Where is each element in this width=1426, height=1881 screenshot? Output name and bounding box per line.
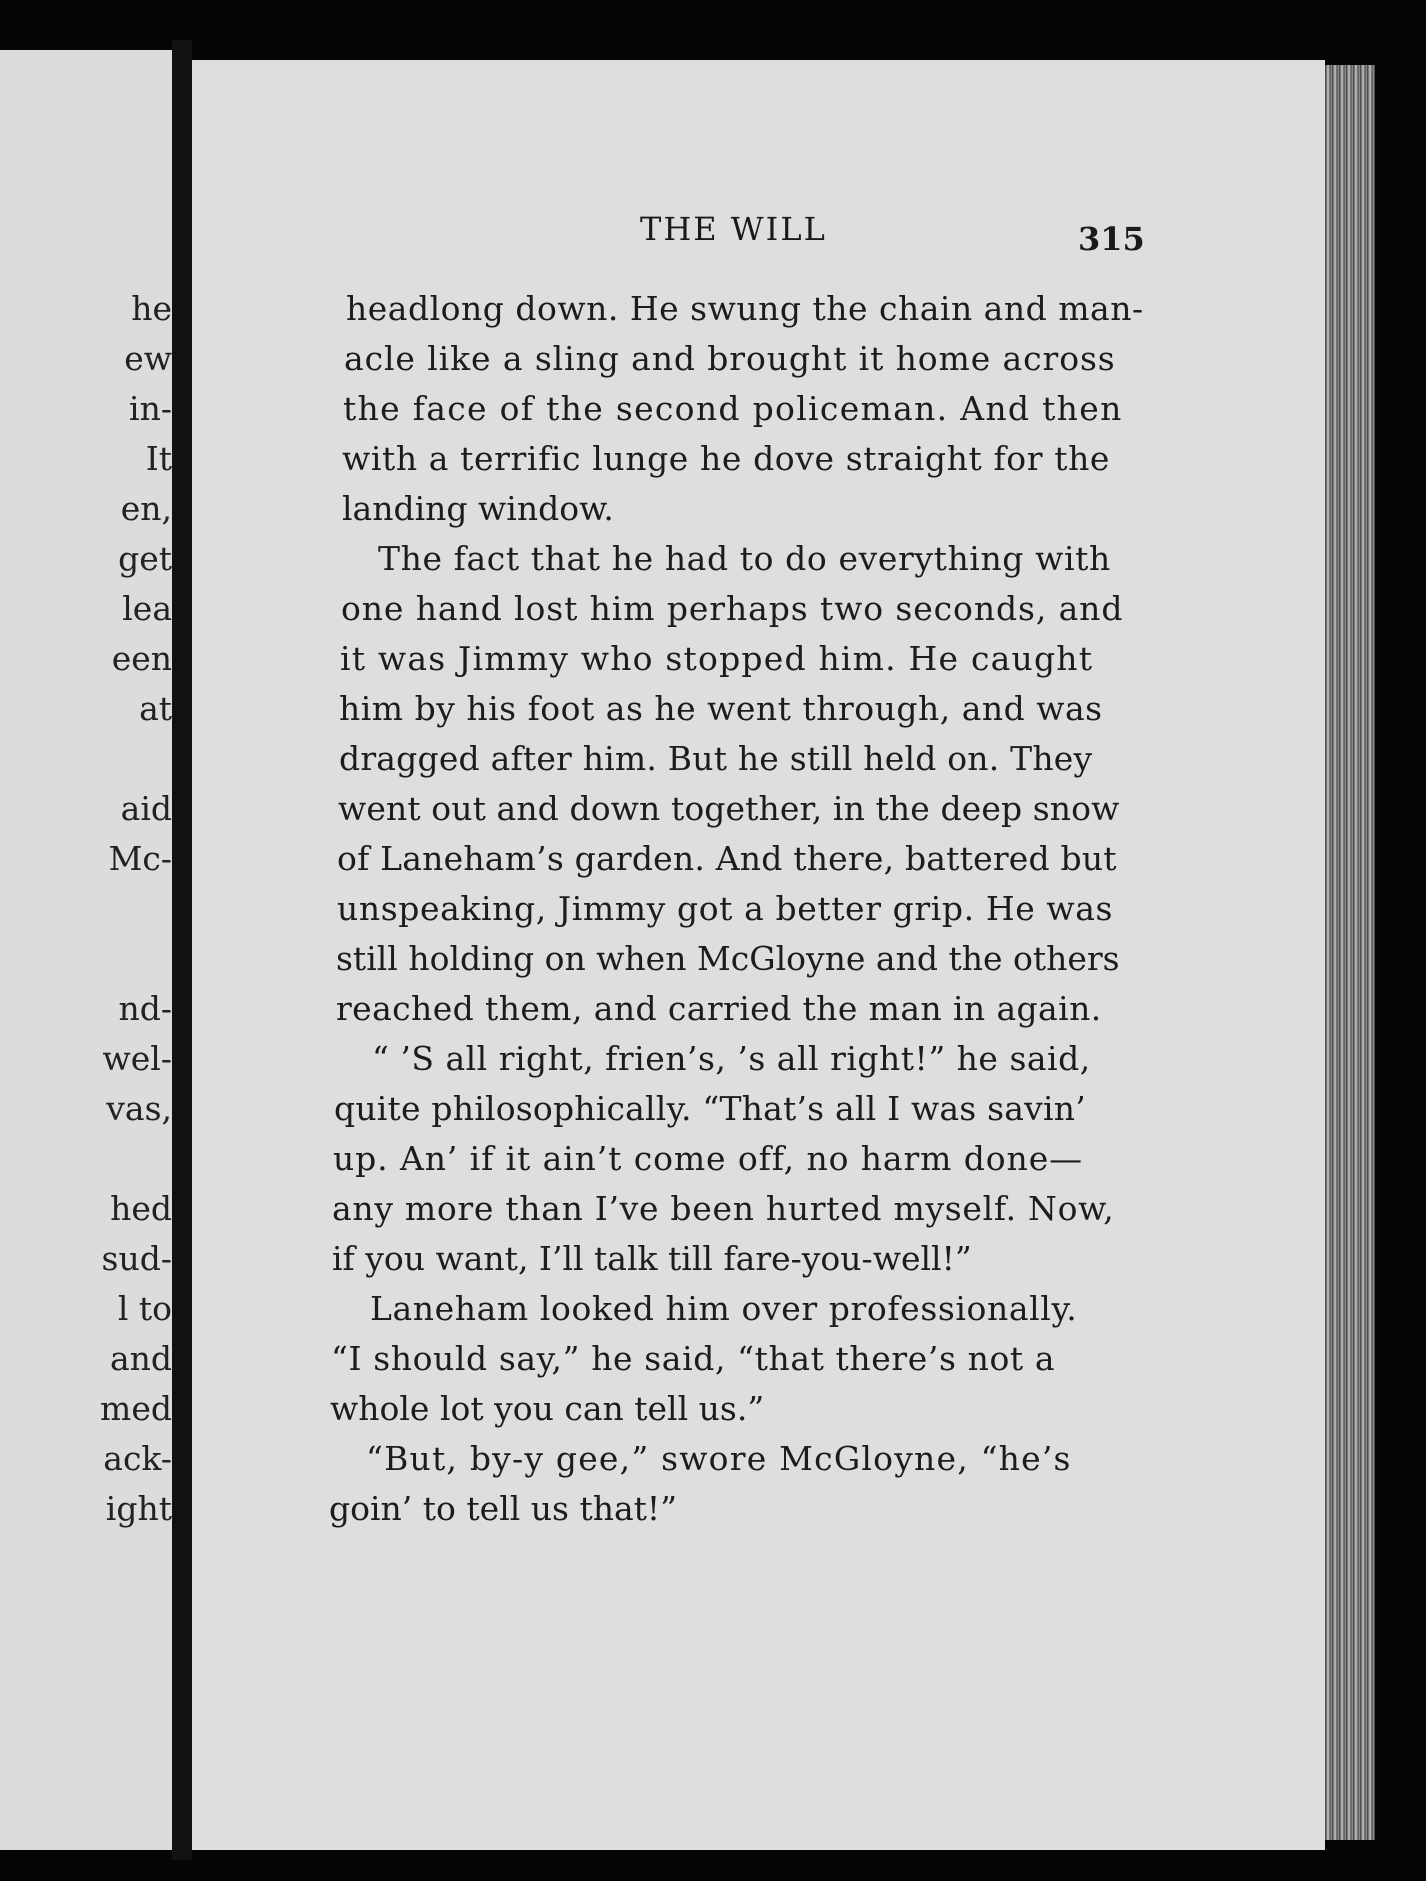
text-line: acle like a sling and brought it home across xyxy=(344,339,1116,378)
previous-page-line: een xyxy=(111,639,172,678)
text-line: him by his foot as he went through, and was xyxy=(339,689,1103,728)
text-line: up. An’ if it ain’t come off, no harm done— xyxy=(333,1139,1084,1178)
previous-page-line: ack- xyxy=(103,1439,172,1478)
previous-page-line: en, xyxy=(120,489,172,528)
previous-page-line: ight xyxy=(105,1489,172,1528)
text-line: unspeaking, Jimmy got a better grip. He was xyxy=(337,889,1114,928)
previous-page-line: in- xyxy=(129,389,172,428)
running-header: THE WILL xyxy=(640,210,827,248)
text-line: The fact that he had to do everything with xyxy=(378,539,1111,578)
previous-page-line: vas, xyxy=(106,1089,172,1128)
text-line: “I should say,” he said, “that there’s not a xyxy=(331,1339,1056,1378)
previous-page-line: at xyxy=(139,689,172,728)
text-line: quite philosophically. “That’s all I was savin’ xyxy=(334,1089,1086,1128)
text-line: whole lot you can tell us.” xyxy=(330,1389,765,1428)
previous-page-line: hed xyxy=(110,1189,172,1228)
text-line: still holding on when McGloyne and the others xyxy=(336,939,1120,978)
previous-page-line: aid xyxy=(120,789,172,828)
book-gutter xyxy=(172,40,192,1860)
text-line: if you want, I’ll talk till fare-you-well!” xyxy=(332,1239,972,1278)
text-line: “But, by-y gee,” swore McGloyne, “he’s xyxy=(366,1439,1072,1478)
page-number: 315 xyxy=(1078,220,1145,258)
text-line: went out and down together, in the deep snow xyxy=(338,789,1120,828)
text-line: Laneham looked him over professionally. xyxy=(370,1289,1078,1328)
previous-page-line: and xyxy=(109,1339,172,1378)
previous-page-line: nd- xyxy=(118,989,172,1028)
previous-page-line: med xyxy=(100,1389,172,1428)
previous-page-line: he xyxy=(131,289,172,328)
text-line: landing window. xyxy=(342,489,614,528)
previous-page-line: wel- xyxy=(102,1039,172,1078)
text-line: dragged after him. But he still held on. They xyxy=(339,739,1093,778)
previous-page xyxy=(0,50,172,1850)
text-line: reached them, and carried the man in again. xyxy=(336,989,1102,1028)
previous-page-line: ew xyxy=(124,339,172,378)
text-line: it was Jimmy who stopped him. He caught xyxy=(340,639,1094,678)
previous-page-line: lea xyxy=(122,589,172,628)
text-line: one hand lost him perhaps two seconds, and xyxy=(341,589,1124,628)
text-line: the face of the second policeman. And then xyxy=(343,389,1123,428)
text-line: any more than I’ve been hurted myself. Now, xyxy=(332,1189,1115,1228)
text-line: “ ’S all right, frien’s, ’s all right!” he said, xyxy=(372,1039,1091,1078)
page-edges xyxy=(1325,65,1375,1840)
text-line: headlong down. He swung the chain and man- xyxy=(346,289,1144,328)
previous-page-line: Mc- xyxy=(108,839,172,878)
text-line: of Laneham’s garden. And there, battered but xyxy=(337,839,1117,878)
previous-page-line: get xyxy=(118,539,172,578)
previous-page-line: sud- xyxy=(101,1239,172,1278)
text-line: with a terrific lunge he dove straight for the xyxy=(342,439,1111,478)
previous-page-line: It xyxy=(145,439,172,478)
previous-page-line: l to xyxy=(117,1289,172,1328)
text-line: goin’ to tell us that!” xyxy=(329,1489,678,1528)
